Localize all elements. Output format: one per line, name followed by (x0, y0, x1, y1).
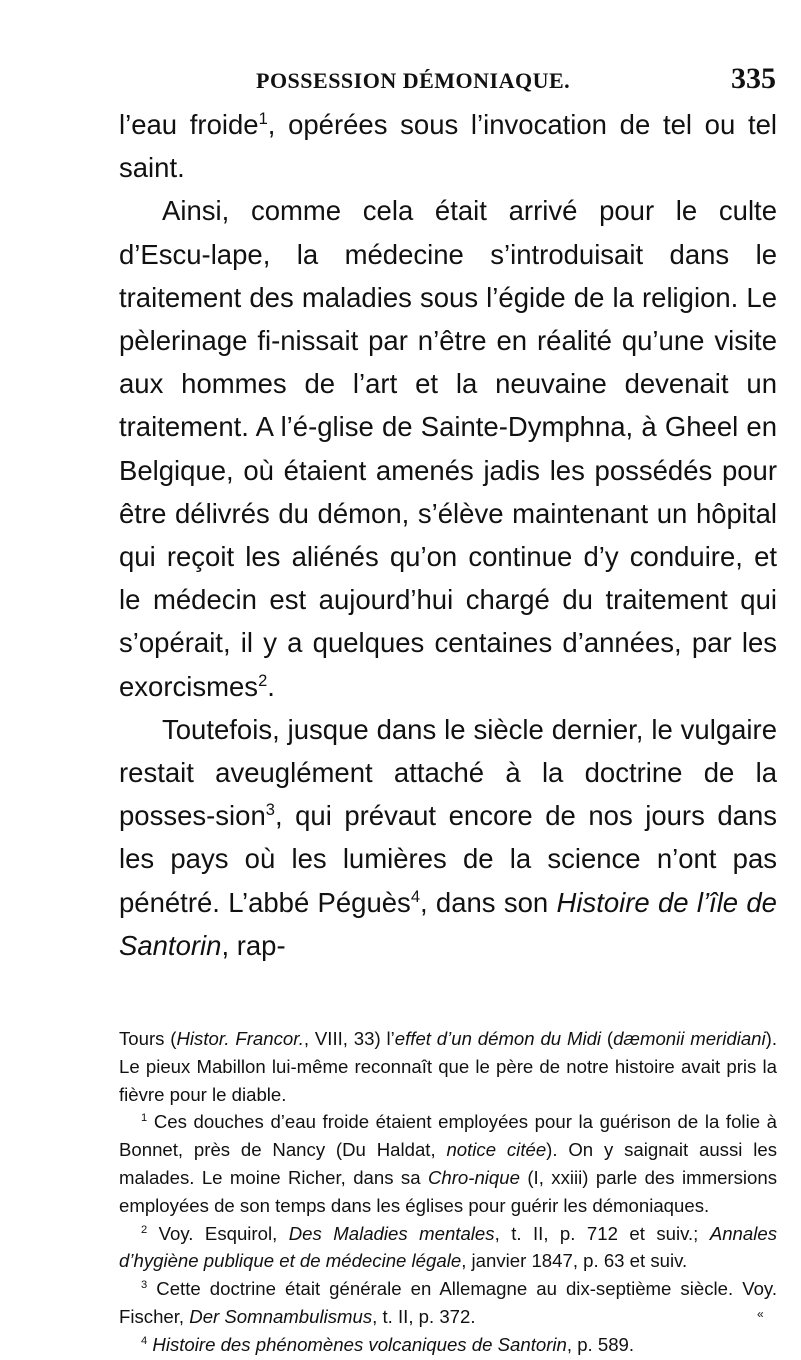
footnote-continuation (119, 1025, 777, 1108)
text-run: Ces douches d’eau froide étaient employées pour la guérison de la folie à Bonnet, près de Nancy (Du Haldat, (119, 1111, 777, 1161)
running-title: POSSESSION DÉMONIAQUE. (256, 68, 571, 93)
paragraph-2 (119, 189, 777, 707)
text-run: Voy. Esquirol, (147, 1222, 289, 1244)
italic-run: Chro-nique (427, 1166, 520, 1188)
stray-print-mark: « (757, 1307, 764, 1321)
text-run: Toutefois, jusque dans le siècle dernier, le vulgaire restait aveuglément attaché à la doctrine de la posses-sion (119, 713, 777, 832)
footnote-1 (119, 1108, 777, 1219)
text-run: , dans son (420, 886, 557, 918)
italic-run: effet d’un démon du Midi (394, 1028, 602, 1049)
text-run: , opérées sous l’invocation de tel ou tel saint. (119, 109, 777, 184)
text-run: ). Le pieux Mabillon lui-même reconnaît que le père de notre histoire avait pris la fièvre pour le diable. (119, 1028, 778, 1105)
italic-run: Histor. Francor. (176, 1028, 304, 1049)
footnote-mark: 2 (141, 1223, 148, 1236)
paragraph-3 (119, 708, 777, 967)
text-run: , qui prévaut encore de nos jours dans les pays où les lumières de la science n’ont pas pénétré. L’abbé Péguès (119, 800, 777, 918)
footnote-ref-2: 2 (258, 671, 268, 690)
text-run: l’eau froide (119, 109, 259, 140)
text-run: Ainsi, comme cela était arrivé pour le culte d’Escu-lape, la médecine s’introduisait dans le traitement des maladies sous l’égide de la religion. Le pèlerinage fi-nissait par n’être en réalité qu’une visite aux hommes de l’art et la neuvaine devenait un traitement. A l’é-glise de Sainte-Dymphna, à Gheel en Belgique, où étaient amenés jadis les possédés pour être délivrés du démon, s’élève maintenant un hôpital qui reçoit les aliénés qu’on continue d’y conduire, et le médecin est aujourd’hui chargé du traitement qui s’opérait, il y a quelques centaines d’années, par les exorcismes (119, 195, 777, 702)
text-run: Tours ( (119, 1028, 177, 1049)
footnote-mark: 1 (141, 1112, 148, 1125)
text-run: ( (601, 1028, 614, 1049)
text-run: . (267, 670, 275, 702)
text-run: (I, xxiii) parle des immersions employées de son temps dans les églises pour guérir les démoniaques. (119, 1166, 778, 1216)
footnote-2 (119, 1220, 777, 1276)
text-run: , p. 589. (566, 1333, 635, 1355)
italic-run: Der Somnambulismus (189, 1305, 373, 1327)
italic-run: notice citée (446, 1139, 547, 1161)
text-run: , VIII, 33) l’ (303, 1028, 395, 1049)
running-head (120, 62, 776, 102)
footnote-4 (119, 1331, 777, 1359)
footnote-ref-1: 1 (258, 109, 268, 128)
footnote-ref-4: 4 (410, 887, 420, 906)
text-run: , rap- (221, 929, 286, 961)
footnote-3 (119, 1275, 777, 1331)
footnote-ref-3: 3 (265, 801, 275, 820)
footnotes (119, 1025, 777, 1359)
text-run: , t. II, p. 712 et suiv.; (494, 1222, 710, 1244)
italic-run: Annales d’hygiène publique et de médecine légale (119, 1222, 778, 1272)
main-text (119, 103, 777, 967)
text-run: ). On y saignait aussi les malades. Le moine Richer, dans sa (119, 1139, 777, 1188)
italic-run: Des Maladies mentales (288, 1222, 495, 1244)
text-run: , t. II, p. 372. (372, 1305, 476, 1327)
book-title: Histoire de l’île de Santorin (119, 886, 777, 961)
paragraph-1 (119, 103, 777, 189)
italic-run: Histoire des phénomènes volcaniques de Santorin (152, 1333, 567, 1355)
footnote-mark: 3 (141, 1278, 148, 1291)
footnote-mark: 4 (141, 1334, 148, 1347)
italic-run: dæmonii meridiani (613, 1028, 766, 1049)
text-run: Cette doctrine était générale en Allemagne au dix-septième siècle. Voy. Fischer, (119, 1278, 777, 1327)
text-run: , janvier 1847, p. 63 et suiv. (461, 1250, 688, 1272)
page-number: 335 (731, 62, 776, 95)
